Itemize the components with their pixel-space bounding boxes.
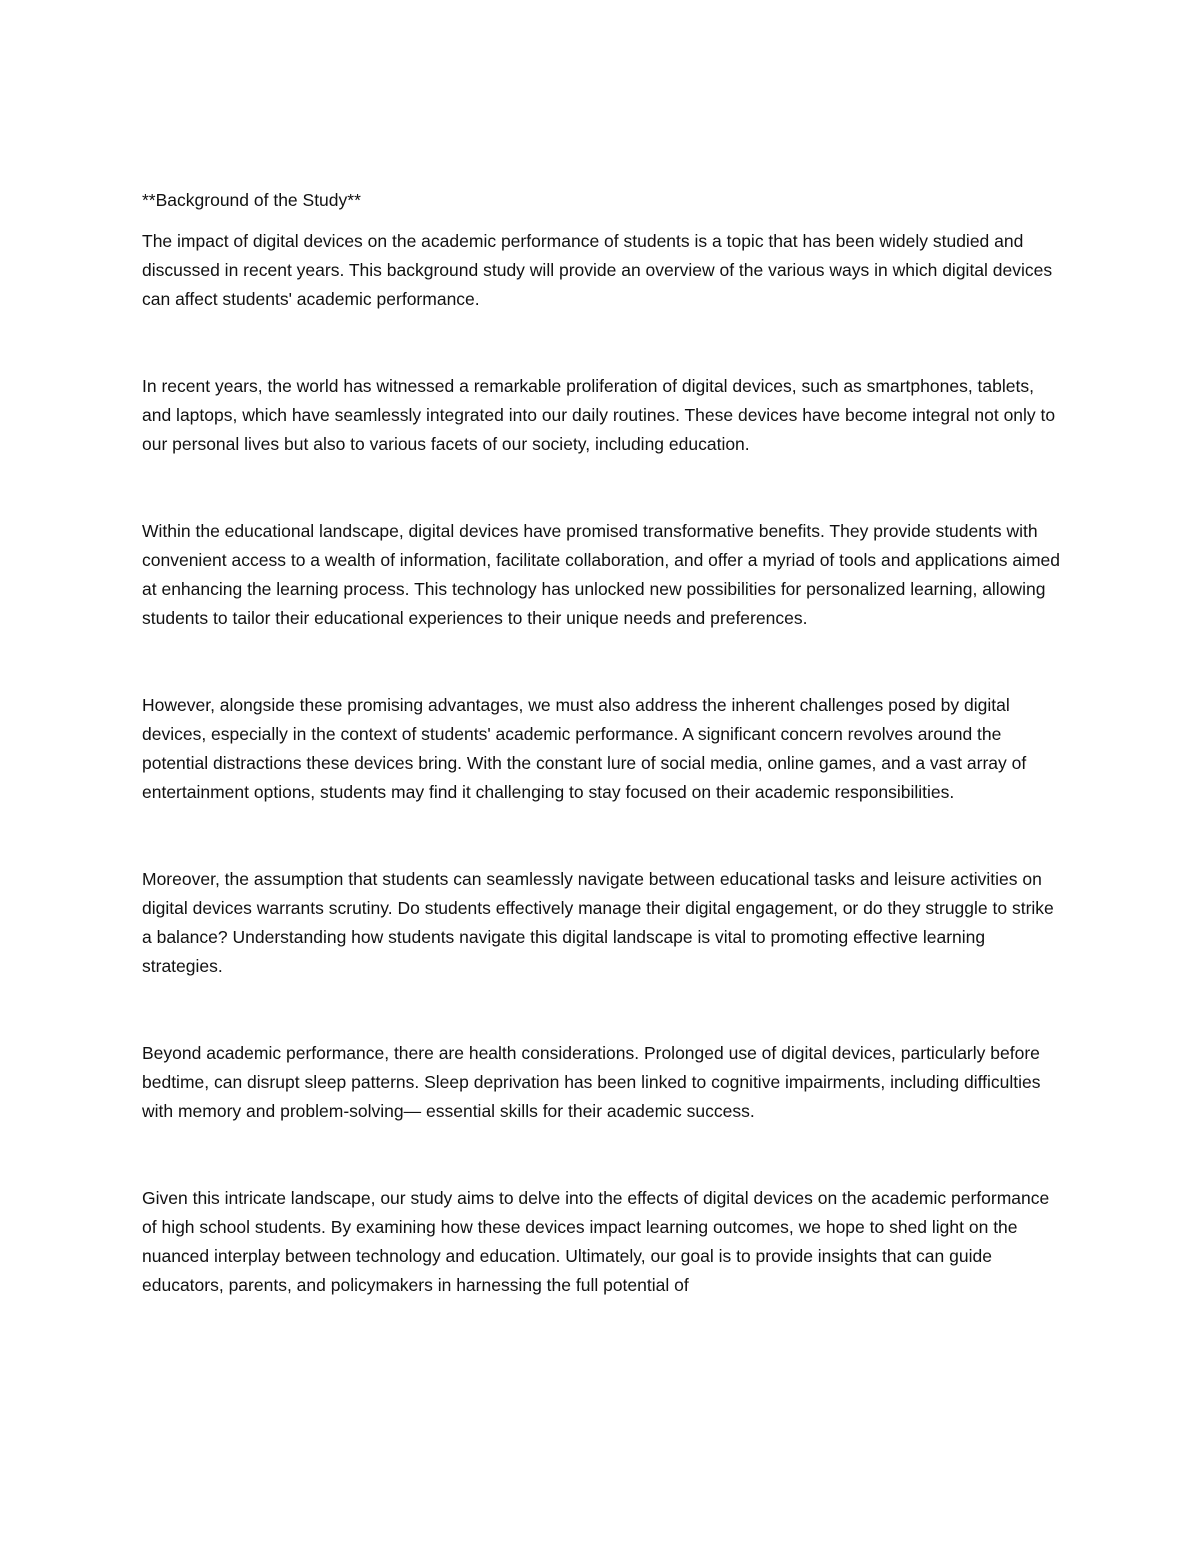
paragraph-7: Given this intricate landscape, our study aims to delve into the effects of digital devices on the academic performance of high school students. By examining how these devices impact learning outcomes, we hope to shed light on the nuanced interplay between technology and education. Ultimately, our goal is to provide insights that can guide educators, parents, and policymakers in harnessing the full potential of	[142, 1188, 1050, 1295]
paragraph-6: Beyond academic performance, there are health considerations. Prolonged use of digital devices, particularly before bedtime, can disrupt sleep patterns. Sleep deprivation has been linked to cognitive impairments, including difficulties with memory and problem-solving— essential skills for their academic success.	[142, 1043, 1041, 1121]
paragraph-3: Within the educational landscape, digital devices have promised transformative benefits. They provide students with convenient access to a wealth of information, facilitate collaboration, and offer a myriad of tools and applications aimed at enhancing the learning process. This technology has unlocked new possibilities for personalized learning, allowing students to tailor their educational experiences to their unique needs and preferences.	[142, 521, 1060, 628]
section-heading: **Background of the Study**	[142, 190, 361, 210]
paragraph-1: The impact of digital devices on the academic performance of students is a topic that has been widely studied and discussed in recent years. This background study will provide an overview of the various ways in which digital devices can affect students' academic performance.	[142, 231, 1053, 309]
paragraph-5: Moreover, the assumption that students can seamlessly navigate between educational tasks and leisure activities on digital devices warrants scrutiny. Do students effectively manage their digital engagement, or do they struggle to strike a balance? Understanding how students navigate this digital landscape is vital to promoting effective learning strategies.	[142, 869, 1054, 976]
paragraph-2: In recent years, the world has witnessed a remarkable proliferation of digital devices, such as smartphones, tablets, and laptops, which have seamlessly integrated into our daily routines. These devices have become integral not only to our personal lives but also to various facets of our society, including education.	[142, 376, 1056, 454]
paragraph-4: However, alongside these promising advantages, we must also address the inherent challenges posed by digital devices, especially in the context of students' academic performance. A significant concern revolves around the potential distractions these devices bring. With the constant lure of social media, online games, and a vast array of entertainment options, students may find it challenging to stay focused on their academic responsibilities.	[142, 695, 1027, 802]
